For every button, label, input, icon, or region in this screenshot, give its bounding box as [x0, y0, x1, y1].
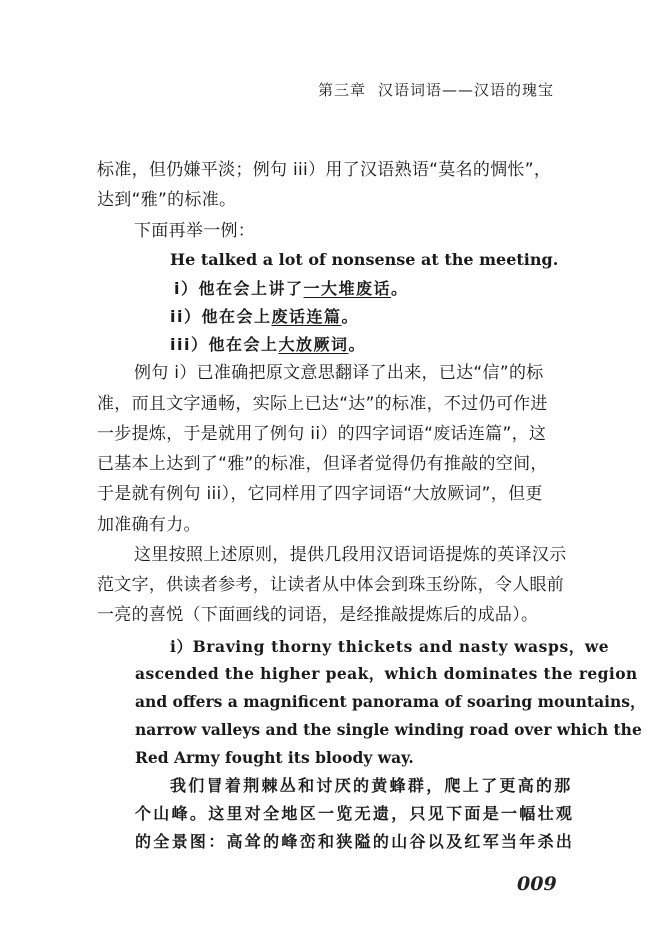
passage-en-line: Red Army fought its bloody way. — [135, 748, 414, 767]
paragraph-line: 一亮的喜悦（下面画线的词语，是经推敲提炼后的成品）。 — [97, 605, 539, 625]
underlined-phrase: 废话连篇 — [271, 307, 342, 326]
chapter-number: 第三章 — [317, 81, 366, 99]
example-text: 他在会上 — [208, 335, 279, 354]
example-text: 。 — [391, 279, 409, 298]
example-text: 。 — [341, 307, 360, 326]
example-text: 。 — [348, 335, 367, 354]
paragraph-line: 加准确有力。 — [97, 515, 201, 535]
underlined-phrase: 大放厥词 — [278, 335, 349, 354]
passage-en-line: i）Braving thorny thickets and nasty wasps，we — [170, 637, 610, 656]
passage-en-line: and offers a magnificent panorama of soaring mountains， — [135, 692, 646, 711]
example-item — [0, 306, 650, 328]
example-sentence-en: He talked a lot of nonsense at the meeting. — [170, 250, 559, 269]
example-item — [0, 278, 650, 300]
example-item — [0, 334, 650, 356]
paragraph-line: 准，而且文字通畅，实际上已达“达”的标准，不过仍可作进 — [97, 394, 548, 414]
underlined-phrase: 一大堆废话 — [303, 279, 392, 298]
paragraph-line: 于是就有例句 iii），它同样用了四字词语“大放厥词”，但更 — [97, 484, 543, 504]
chapter-title: 汉语词语——汉语的瑰宝 — [377, 81, 554, 99]
paragraph-line: 例句 i）已准确把原文意思翻译了出来，已达“信”的标 — [134, 363, 544, 383]
example-text: 他在会上 — [201, 307, 272, 326]
passage-cn-line: 我们冒着荆棘丛和讨厌的黄蜂群，爬上了更高的那 — [170, 776, 573, 795]
passage-cn-line: 个山峰。这里对全地区一览无遗，只见下面是一幅壮观 — [135, 804, 575, 823]
paragraph-line: 已基本上达到了“雅”的标准，但译者觉得仍有推敲的空间， — [97, 454, 548, 474]
page-number: 009 — [517, 873, 557, 895]
passage-cn-line: 的全景图：高耸的峰峦和狭隘的山谷以及红军当年杀出 — [135, 832, 575, 851]
paragraph-line: 下面再举一例： — [134, 221, 256, 241]
example-number: iii） — [170, 335, 209, 354]
paragraph-line: 标准，但仍嫌平淡；例句 iii）用了汉语熟语“莫名的惆怅”， — [97, 160, 552, 180]
paragraph-line: 范文字，供读者参考，让读者从中体会到珠玉纷陈，令人眼前 — [97, 575, 565, 595]
passage-en-line: narrow valleys and the single winding road over which the — [135, 720, 642, 739]
paragraph-line: 达到“雅”的标准。 — [97, 190, 237, 210]
passage-en-line: ascended the higher peak，which dominates the region — [135, 664, 638, 683]
example-text: 他在会上讲了 — [198, 279, 304, 298]
running-header — [318, 79, 554, 100]
paragraph-line: 这里按照上述原则，提供几段用汉语词语提炼的英译汉示 — [134, 545, 567, 565]
paragraph-line: 一步提炼，于是就用了例句 ii）的四字词语“废话连篇”，这 — [97, 424, 547, 444]
example-number: i） — [174, 279, 199, 298]
example-number: ii） — [170, 307, 202, 326]
